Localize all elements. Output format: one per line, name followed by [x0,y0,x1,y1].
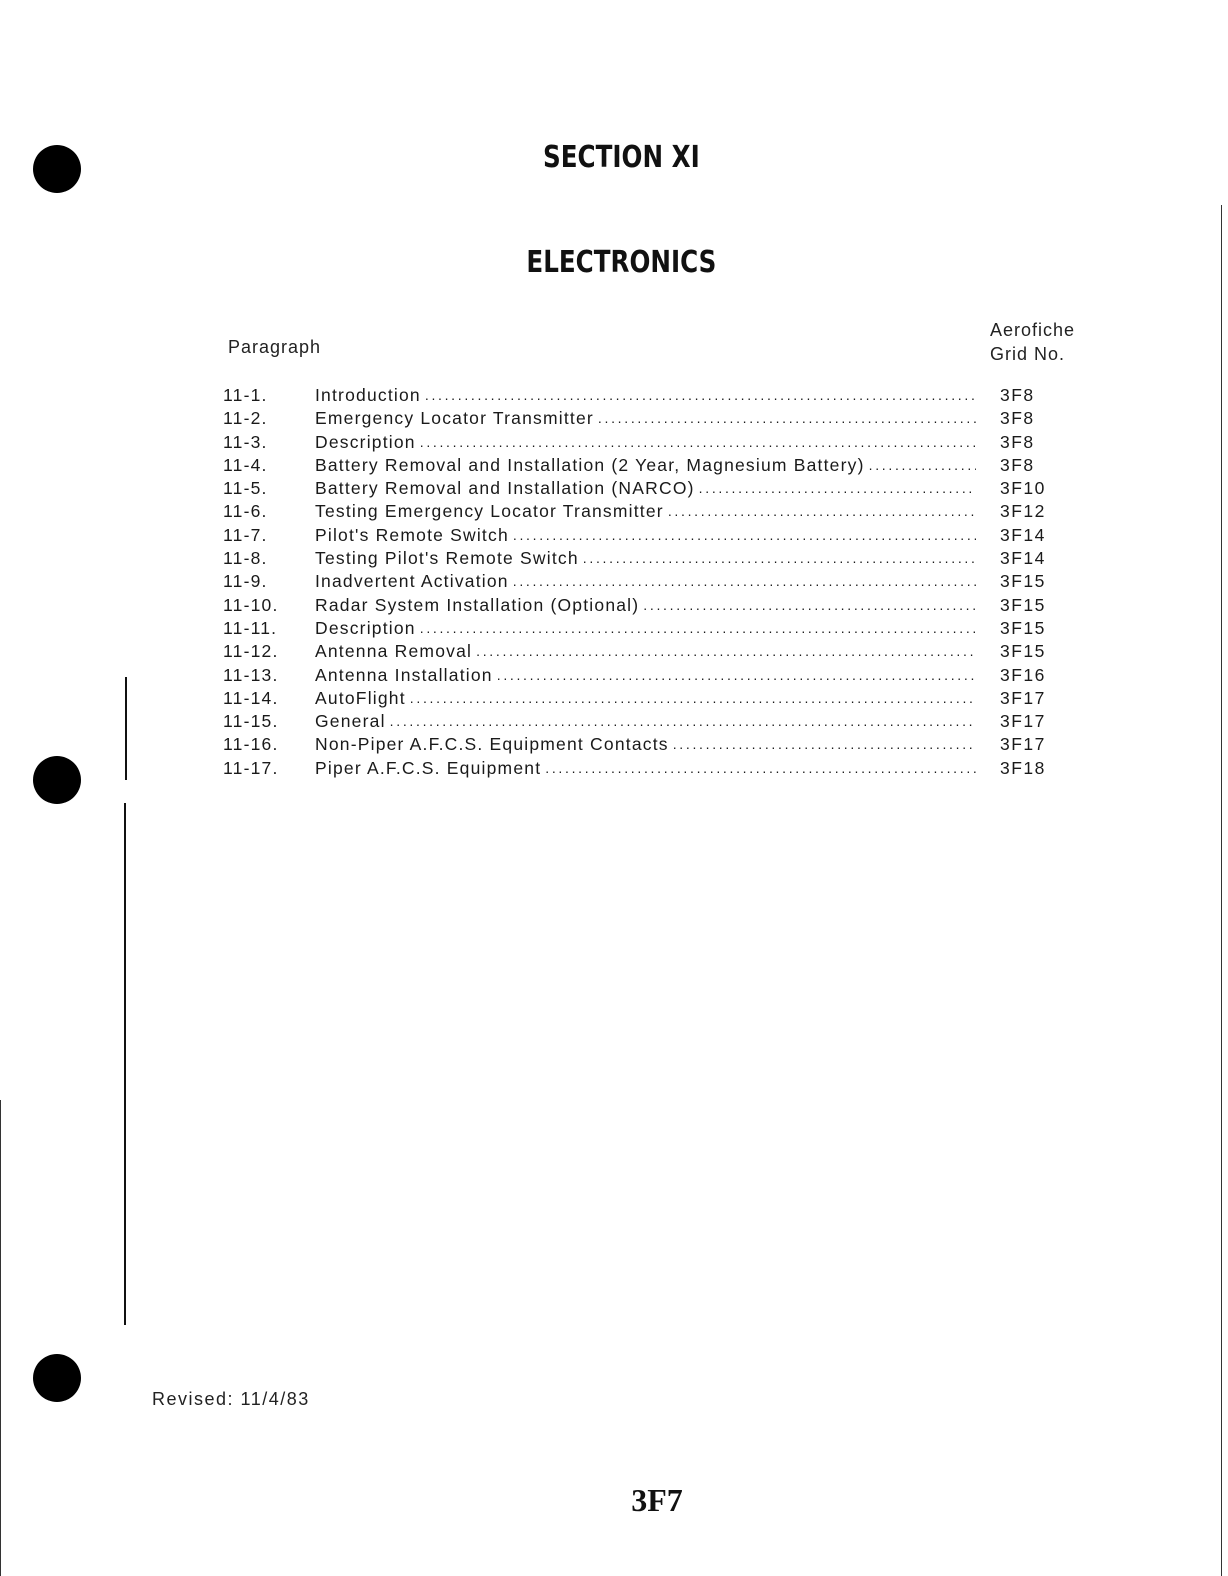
toc-dot-leader [420,430,976,448]
toc-entry-title: Description [315,431,416,452]
toc-paragraph-number: 11-15. [223,711,279,732]
toc-grid-number: 3F12 [1000,501,1046,522]
toc-entry-title: Antenna Removal [315,641,473,662]
toc-row [215,709,1070,732]
toc-entry-title: Radar System Installation (Optional) [315,594,640,615]
toc-entry-title: Introduction [315,385,421,405]
toc-paragraph-number: 11-16. [223,734,279,755]
toc-row [215,453,1070,476]
toc-dot-leader [410,686,976,704]
toc-row [215,686,1070,709]
toc-grid-number: 3F14 [1000,524,1046,545]
toc-grid-number: 3F10 [1000,478,1046,499]
toc-dot-leader [476,639,976,657]
toc-entry-title: Piper A.F.C.S. Equipment [315,757,542,778]
toc-row [215,406,1070,429]
toc-dot-leader [390,709,976,727]
binder-hole-bottom [33,1354,81,1402]
toc-dot-leader [598,406,976,424]
table-of-contents [215,383,1070,779]
toc-paragraph-number: 11-3. [223,431,268,452]
toc-dot-leader [513,523,976,541]
toc-dot-leader [583,546,976,564]
toc-dot-leader [668,499,976,517]
toc-entry-title: Description [315,617,416,638]
toc-entry-title: Battery Removal and Installation (2 Year, Magnesium Battery) [315,454,865,475]
toc-dot-leader [643,593,976,611]
toc-paragraph-number: 11-12. [223,641,279,662]
toc-entry-title: Emergency Locator Transmitter [315,408,594,429]
toc-grid-number: 3F15 [1000,641,1046,662]
toc-paragraph-number: 11-9. [223,571,268,592]
toc-paragraph-number: 11-11. [223,617,278,638]
toc-grid-number: 3F15 [1000,571,1046,592]
binder-hole-middle [33,756,81,804]
toc-paragraph-number: 11-7. [223,524,268,545]
binder-hole-top [33,145,81,193]
toc-paragraph-number: 11-5. [223,478,268,499]
toc-dot-leader [425,383,976,401]
toc-entry-title: General [315,711,386,732]
toc-entry-title: Battery Removal and Installation (NARCO) [315,478,695,499]
toc-row [215,476,1070,499]
toc-paragraph-number: 11-13. [223,664,279,685]
toc-entry-title: AutoFlight [315,687,406,708]
toc-row [215,523,1070,546]
toc-entry-title: Inadvertent Activation [315,571,509,592]
page-number: 3F7 [631,1482,683,1518]
toc-grid-number: 3F8 [1000,408,1035,429]
toc-grid-number: 3F18 [1000,757,1046,778]
toc-row [215,546,1070,569]
toc-row [215,383,1070,406]
toc-row [215,593,1070,616]
toc-paragraph-number: 11-2. [223,408,268,429]
toc-grid-number: 3F15 [1000,617,1046,638]
toc-dot-leader [513,569,976,587]
toc-grid-number: 3F8 [1000,385,1035,405]
toc-row [215,732,1070,755]
toc-entry-title: Pilot's Remote Switch [315,524,509,545]
toc-paragraph-number: 11-17. [223,757,279,778]
toc-paragraph-number: 11-10. [223,594,279,615]
revision-date: Revised: 11/4/83 [152,1389,310,1409]
grid-header-line-1: Aerofiche [990,320,1076,340]
toc-grid-number: 3F8 [1000,431,1035,452]
toc-dot-leader [497,663,976,681]
paragraph-column-header: Paragraph [228,337,322,357]
toc-grid-number: 3F15 [1000,594,1046,615]
toc-paragraph-number: 11-14. [223,687,279,708]
page-edge-right [1221,205,1222,1576]
toc-paragraph-number: 11-6. [223,501,268,522]
toc-grid-number: 3F17 [1000,711,1046,732]
toc-grid-number: 3F17 [1000,734,1046,755]
toc-paragraph-number: 11-8. [223,548,268,569]
toc-row [215,569,1070,592]
toc-grid-number: 3F16 [1000,664,1046,685]
toc-grid-number: 3F14 [1000,548,1046,569]
toc-grid-number: 3F17 [1000,687,1046,708]
toc-row [215,430,1070,453]
section-title: ELECTRONICS [526,245,717,280]
toc-entry-title: Non-Piper A.F.C.S. Equipment Contacts [315,734,669,755]
toc-row [215,756,1070,779]
toc-row [215,616,1070,639]
revision-bar-lower [124,803,126,1325]
grid-column-header [990,318,1075,366]
toc-entry-title: Antenna Installation [315,664,493,685]
revision-bar-upper [125,677,127,780]
section-heading: SECTION XI [543,140,700,175]
toc-row [215,499,1070,522]
toc-dot-leader [699,476,976,494]
toc-row [215,663,1070,686]
toc-grid-number: 3F8 [1000,454,1035,475]
toc-dot-leader [673,732,976,750]
toc-row [215,639,1070,662]
toc-entry-title: Testing Emergency Locator Transmitter [315,501,664,522]
toc-paragraph-number: 11-1. [223,385,268,405]
toc-paragraph-number: 11-4. [223,454,268,475]
grid-header-line-2: Grid No. [990,344,1066,364]
toc-entry-title: Testing Pilot's Remote Switch [315,548,579,569]
toc-dot-leader [420,616,976,634]
toc-dot-leader [545,756,976,774]
toc-dot-leader [869,453,976,471]
